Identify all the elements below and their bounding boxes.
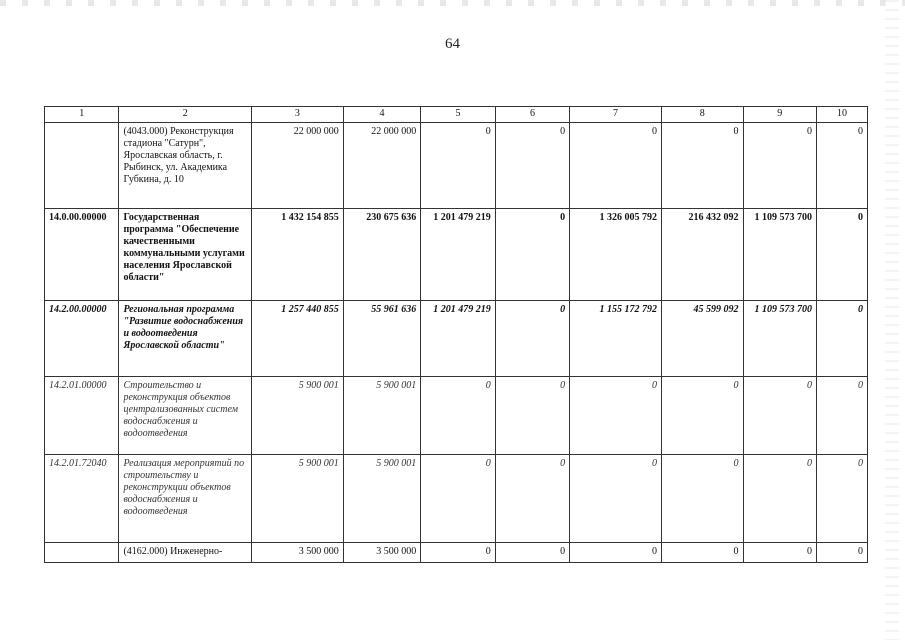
value-cell: 1 257 440 855 <box>252 301 344 377</box>
name-cell: Региональная программа "Развитие водоснабжения и водоотведения Ярославской области" <box>119 301 252 377</box>
code-cell: 14.0.00.00000 <box>45 209 119 301</box>
value-cell: 0 <box>570 543 662 563</box>
value-cell: 0 <box>495 377 569 455</box>
value-cell: 0 <box>816 543 867 563</box>
header-cell: 3 <box>252 107 344 123</box>
value-cell: 0 <box>421 123 495 209</box>
name-cell: Реализация мероприятий по строительству и реконструкции объектов водоснабжения и водоотведения <box>119 455 252 543</box>
value-cell: 45 599 092 <box>661 301 743 377</box>
table-row <box>45 209 868 301</box>
value-cell: 1 201 479 219 <box>421 209 495 301</box>
code-cell <box>45 123 119 209</box>
value-cell: 1 201 479 219 <box>421 301 495 377</box>
value-cell: 0 <box>495 209 569 301</box>
code-cell: 14.2.01.72040 <box>45 455 119 543</box>
table-row <box>45 377 868 455</box>
header-cell: 10 <box>816 107 867 123</box>
value-cell: 0 <box>743 455 816 543</box>
value-cell: 0 <box>421 455 495 543</box>
table-row <box>45 301 868 377</box>
page-number: 64 <box>445 36 460 52</box>
value-cell: 1 326 005 792 <box>570 209 662 301</box>
value-cell: 0 <box>661 377 743 455</box>
header-cell: 1 <box>45 107 119 123</box>
value-cell: 230 675 636 <box>343 209 421 301</box>
value-cell: 0 <box>495 455 569 543</box>
value-cell: 0 <box>816 123 867 209</box>
code-cell: 14.2.01.00000 <box>45 377 119 455</box>
value-cell: 216 432 092 <box>661 209 743 301</box>
value-cell: 0 <box>570 377 662 455</box>
value-cell: 0 <box>816 209 867 301</box>
value-cell: 0 <box>661 123 743 209</box>
code-cell <box>45 543 119 563</box>
header-cell: 7 <box>570 107 662 123</box>
value-cell: 22 000 000 <box>252 123 344 209</box>
value-cell: 3 500 000 <box>343 543 421 563</box>
value-cell: 5 900 001 <box>252 377 344 455</box>
scan-artifact-top <box>0 0 905 6</box>
scan-artifact-edge <box>885 0 899 640</box>
header-cell: 2 <box>119 107 252 123</box>
value-cell: 5 900 001 <box>252 455 344 543</box>
value-cell: 0 <box>570 123 662 209</box>
value-cell: 1 109 573 700 <box>743 209 816 301</box>
header-cell: 4 <box>343 107 421 123</box>
value-cell: 0 <box>816 301 867 377</box>
value-cell: 0 <box>743 377 816 455</box>
value-cell: 1 109 573 700 <box>743 301 816 377</box>
value-cell: 1 432 154 855 <box>252 209 344 301</box>
name-cell: Государственная программа "Обеспечение качественными коммунальными услугами населения Ярославской области" <box>119 209 252 301</box>
name-cell: (4162.000) Инженерно- <box>119 543 252 563</box>
value-cell: 1 155 172 792 <box>570 301 662 377</box>
value-cell: 0 <box>661 455 743 543</box>
value-cell: 3 500 000 <box>252 543 344 563</box>
value-cell: 0 <box>743 123 816 209</box>
value-cell: 0 <box>816 455 867 543</box>
value-cell: 0 <box>816 377 867 455</box>
value-cell: 5 900 001 <box>343 377 421 455</box>
table-row <box>45 455 868 543</box>
name-cell: (4043.000) Реконструкция стадиона "Сатурн", Ярославская область, г. Рыбинск, ул. Академика Губкина, д. 10 <box>119 123 252 209</box>
header-cell: 5 <box>421 107 495 123</box>
value-cell: 0 <box>495 301 569 377</box>
value-cell: 0 <box>661 543 743 563</box>
value-cell: 5 900 001 <box>343 455 421 543</box>
table-header-row <box>45 107 868 123</box>
value-cell: 0 <box>495 543 569 563</box>
header-cell: 8 <box>661 107 743 123</box>
header-cell: 6 <box>495 107 569 123</box>
header-cell: 9 <box>743 107 816 123</box>
table-row <box>45 123 868 209</box>
value-cell: 0 <box>495 123 569 209</box>
value-cell: 0 <box>421 377 495 455</box>
value-cell: 0 <box>421 543 495 563</box>
name-cell: Строительство и реконструкция объектов централизованных систем водоснабжения и водоотведения <box>119 377 252 455</box>
value-cell: 0 <box>743 543 816 563</box>
budget-table <box>44 106 868 563</box>
code-cell: 14.2.00.00000 <box>45 301 119 377</box>
value-cell: 22 000 000 <box>343 123 421 209</box>
table-row <box>45 543 868 563</box>
value-cell: 0 <box>570 455 662 543</box>
value-cell: 55 961 636 <box>343 301 421 377</box>
